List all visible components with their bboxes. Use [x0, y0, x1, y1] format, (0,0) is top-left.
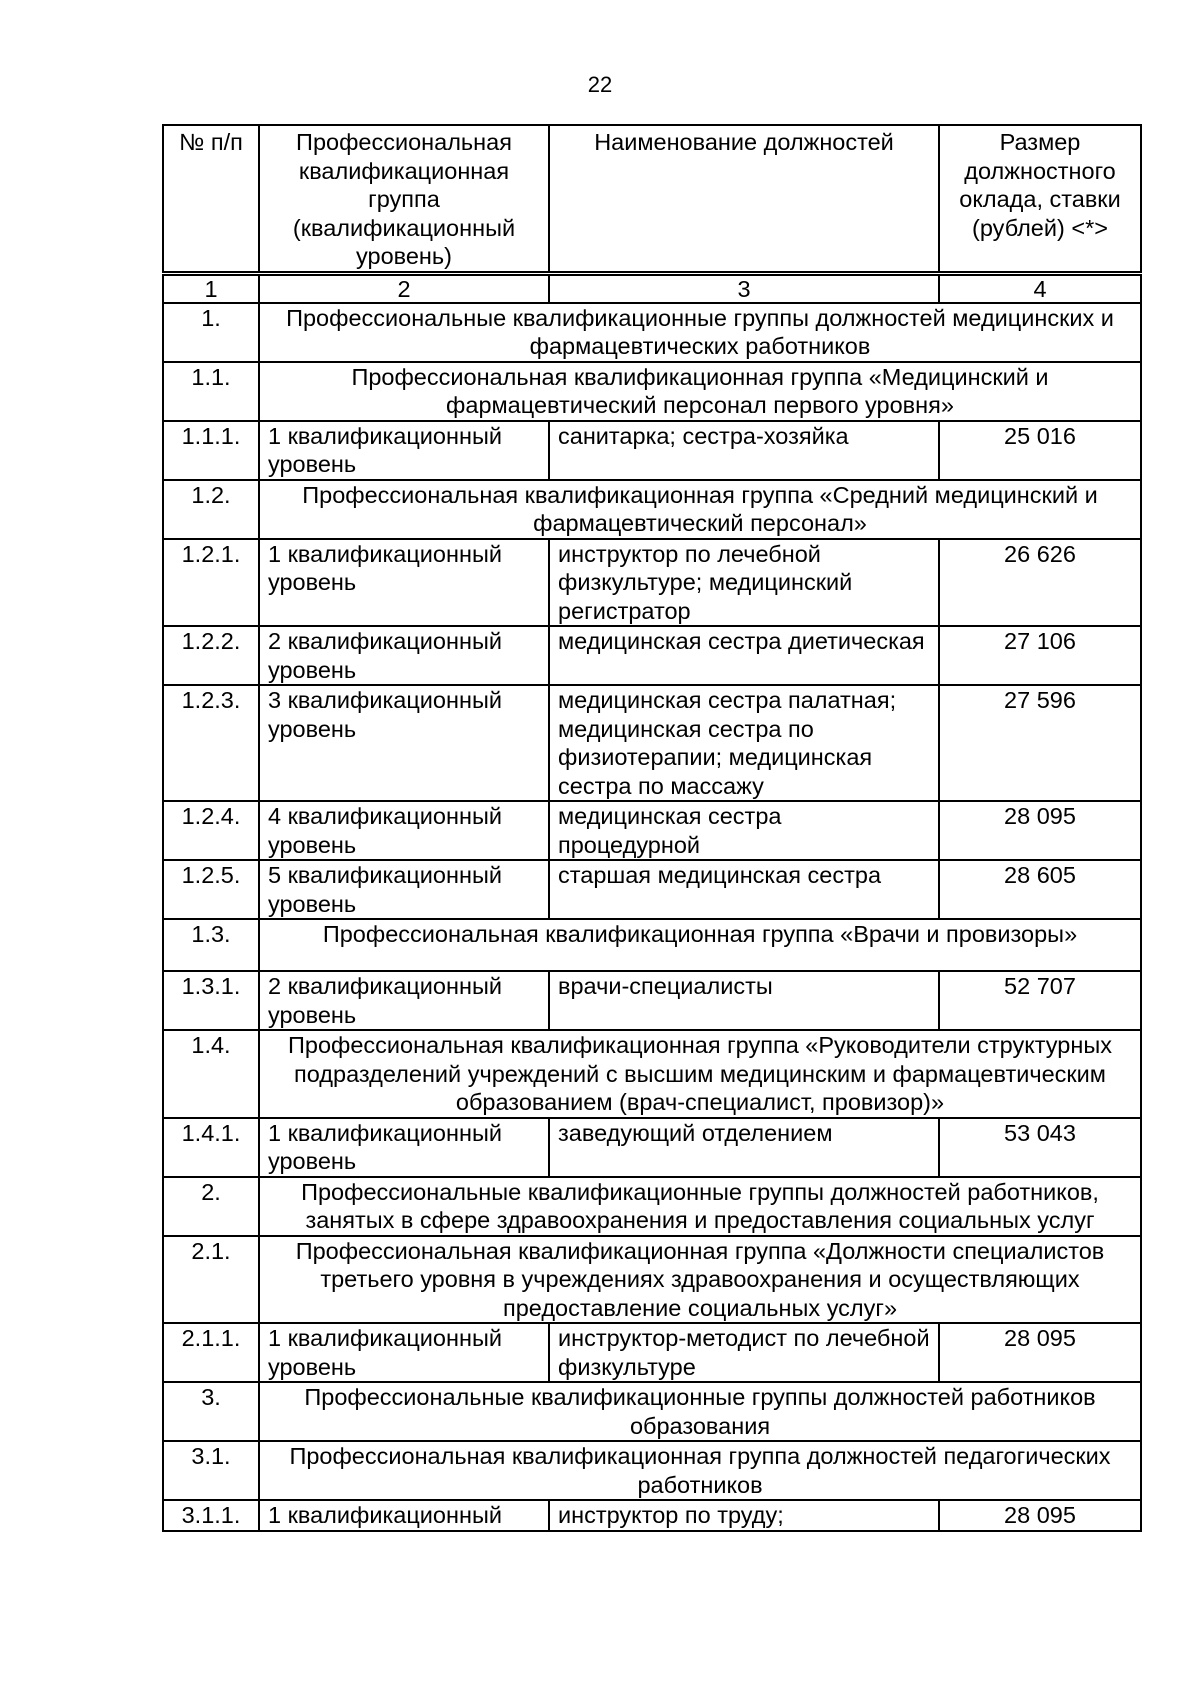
- group-title: Профессиональные квалификационные группы должностей медицинских и фармацевтических работников: [259, 303, 1141, 362]
- row-number: 3.1.: [163, 1441, 259, 1500]
- table-body: [163, 303, 1141, 1531]
- position-names: санитарка; сестра-хозяйка: [549, 421, 939, 480]
- group-title: Профессиональная квалификационная группа должностей педагогических работников: [259, 1441, 1141, 1500]
- page-number: 22: [587, 72, 613, 97]
- column-number: 2: [259, 273, 549, 303]
- qualification-level: 5 квалификационный уровень: [259, 860, 549, 919]
- qualification-level: 2 квалификационный уровень: [259, 971, 549, 1030]
- row-number: 1.: [163, 303, 259, 362]
- item-row: [163, 421, 1141, 480]
- qualification-level: 3 квалификационный уровень: [259, 685, 549, 801]
- header-number: № п/п: [163, 125, 259, 273]
- row-number: 1.2.: [163, 480, 259, 539]
- position-names: медицинская сестра процедурной: [549, 801, 939, 860]
- salary-value: 26 626: [939, 539, 1141, 627]
- group-row: [163, 1236, 1141, 1324]
- position-names: старшая медицинская сестра: [549, 860, 939, 919]
- row-number: 1.4.1.: [163, 1118, 259, 1177]
- group-row: [163, 303, 1141, 362]
- row-number: 1.2.3.: [163, 685, 259, 801]
- column-number: 3: [549, 273, 939, 303]
- header-position-names: Наименование должностей: [549, 125, 939, 273]
- group-title: Профессиональные квалификационные группы должностей работников, занятых в сфере здравоохранения и предоставления социальных услуг: [259, 1177, 1141, 1236]
- row-number: 1.2.1.: [163, 539, 259, 627]
- qualification-level: 2 квалификационный уровень: [259, 626, 549, 685]
- row-number: 1.2.2.: [163, 626, 259, 685]
- qualification-level: 1 квалификационный уровень: [259, 539, 549, 627]
- group-row: [163, 1030, 1141, 1118]
- row-number: 1.3.1.: [163, 971, 259, 1030]
- row-number: 2.1.1.: [163, 1323, 259, 1382]
- item-row: [163, 1500, 1141, 1531]
- group-row: [163, 1382, 1141, 1441]
- position-names: врачи-специалисты: [549, 971, 939, 1030]
- salary-value: 27 596: [939, 685, 1141, 801]
- row-number: 2.: [163, 1177, 259, 1236]
- qualification-level: 1 квалификационный уровень: [259, 1323, 549, 1382]
- position-names: заведующий отделением: [549, 1118, 939, 1177]
- group-title: Профессиональная квалификационная группа «Медицинский и фармацевтический персонал первого уровня»: [259, 362, 1141, 421]
- position-names: медицинская сестра палатная; медицинская сестра по физиотерапии; медицинская сестра по массажу: [549, 685, 939, 801]
- table-header-row: [163, 125, 1141, 273]
- item-row: [163, 1118, 1141, 1177]
- position-names: инструктор по труду;: [549, 1500, 939, 1531]
- salary-value: 53 043: [939, 1118, 1141, 1177]
- row-number: 3.1.1.: [163, 1500, 259, 1531]
- item-row: [163, 685, 1141, 801]
- group-title: Профессиональная квалификационная группа «Должности специалистов третьего уровня в учреждениях здравоохранения и осуществляющих предоставление социальных услуг»: [259, 1236, 1141, 1324]
- qualification-level: 1 квалификационный уровень: [259, 1118, 549, 1177]
- item-row: [163, 539, 1141, 627]
- salary-value: 28 605: [939, 860, 1141, 919]
- group-title: Профессиональная квалификационная группа «Руководители структурных подразделений учреждений с высшим медицинским и фармацевтическим образованием (врач-специалист, провизор)»: [259, 1030, 1141, 1118]
- group-title: Профессиональная квалификационная группа «Средний медицинский и фармацевтический персонал»: [259, 480, 1141, 539]
- group-row: [163, 1441, 1141, 1500]
- salary-value: 52 707: [939, 971, 1141, 1030]
- item-row: [163, 971, 1141, 1030]
- row-number: 1.4.: [163, 1030, 259, 1118]
- item-row: [163, 626, 1141, 685]
- row-number: 1.1.: [163, 362, 259, 421]
- qualification-level: 1 квалификационный уровень: [259, 421, 549, 480]
- salary-value: 28 095: [939, 1323, 1141, 1382]
- salary-value: 25 016: [939, 421, 1141, 480]
- row-number: 3.: [163, 1382, 259, 1441]
- qualification-level: 1 квалификационный: [259, 1500, 549, 1531]
- position-names: медицинская сестра диетическая: [549, 626, 939, 685]
- row-number: 1.2.4.: [163, 801, 259, 860]
- row-number: 1.1.1.: [163, 421, 259, 480]
- header-salary: Размер должностного оклада, ставки (рублей) <*>: [939, 125, 1141, 273]
- salary-value: 27 106: [939, 626, 1141, 685]
- item-row: [163, 860, 1141, 919]
- row-number: 1.2.5.: [163, 860, 259, 919]
- column-number: 4: [939, 273, 1141, 303]
- item-row: [163, 801, 1141, 860]
- salary-table: [162, 124, 1142, 1532]
- group-row: [163, 919, 1141, 971]
- position-names: инструктор по лечебной физкультуре; медицинский регистратор: [549, 539, 939, 627]
- column-number-row: [163, 273, 1141, 303]
- salary-value: 28 095: [939, 1500, 1141, 1531]
- qualification-level: 4 квалификационный уровень: [259, 801, 549, 860]
- row-number: 1.3.: [163, 919, 259, 971]
- column-number: 1: [163, 273, 259, 303]
- group-title: Профессиональная квалификационная группа «Врачи и провизоры»: [259, 919, 1141, 971]
- group-row: [163, 1177, 1141, 1236]
- salary-value: 28 095: [939, 801, 1141, 860]
- item-row: [163, 1323, 1141, 1382]
- header-qualification-group: Профессиональная квалификационная группа (квалификационный уровень): [259, 125, 549, 273]
- group-row: [163, 362, 1141, 421]
- row-number: 2.1.: [163, 1236, 259, 1324]
- group-title: Профессиональные квалификационные группы должностей работников образования: [259, 1382, 1141, 1441]
- position-names: инструктор-методист по лечебной физкультуре: [549, 1323, 939, 1382]
- group-row: [163, 480, 1141, 539]
